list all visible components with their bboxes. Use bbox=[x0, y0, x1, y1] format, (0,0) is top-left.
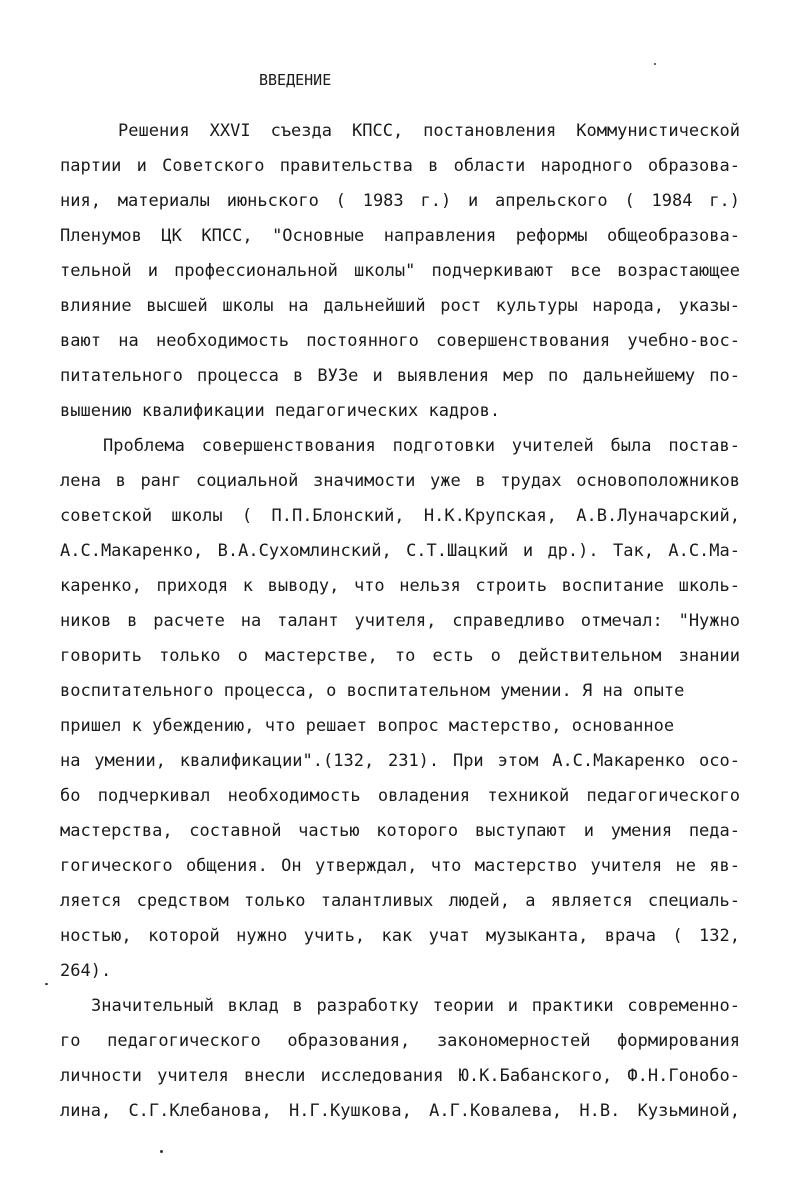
scan-speck bbox=[45, 983, 48, 985]
text-line: лина, С.Г.Клебанова, Н.Г.Кушкова, А.Г.Ковалева, Н.В. Кузьминой, bbox=[60, 1101, 740, 1121]
text-line: ников в расчете на талант учителя, справедливо отмечал: "Нужно bbox=[60, 611, 740, 631]
text-line: Значительный вклад в разработку теории и практики современно- bbox=[91, 996, 740, 1016]
text-line: 264). bbox=[60, 961, 112, 981]
text-line: воспитательного процесса, о воспитательном умении. Я на опыте bbox=[60, 681, 685, 701]
text-line: мастерства, составной частью которого выступают и умения педа- bbox=[60, 821, 740, 841]
text-line: го педагогического образования, закономерностей формирования bbox=[60, 1031, 740, 1051]
text-line: говорить только о мастерстве, то есть о действительном знании bbox=[60, 646, 740, 666]
text-line: гогического общения. Он утверждал, что мастерство учителя не яв- bbox=[60, 856, 740, 876]
text-line: ностью, которой нужно учить, как учат музыканта, врача ( 132, bbox=[60, 926, 740, 946]
text-line: бо подчеркивал необходимость овладения техникой педагогического bbox=[60, 786, 740, 806]
text-line: лена в ранг социальной значимости уже в трудах основоположников bbox=[60, 471, 740, 491]
text-line: Пленумов ЦК КПСС, "Основные направления реформы общеобразова- bbox=[60, 226, 740, 246]
text-line: личности учителя внесли исследования Ю.К.Бабанского, Ф.Н.Гонобо- bbox=[60, 1066, 740, 1086]
text-line: ляется средством только талантливых людей, а является специаль- bbox=[60, 891, 740, 911]
text-line: пришел к убеждению, что решает вопрос мастерство, основанное bbox=[60, 716, 675, 736]
scan-speck bbox=[654, 63, 656, 65]
text-line: ния, материалы июньского ( 1983 г.) и апрельского ( 1984 г.) bbox=[60, 191, 740, 211]
text-line: Проблема совершенствования подготовки учителей была постав- bbox=[103, 436, 740, 456]
text-line: советской школы ( П.П.Блонский, Н.К.Крупская, А.В.Луначарский, bbox=[60, 506, 740, 526]
text-line: тельной и профессиональной школы" подчеркивают все возрастающее bbox=[60, 261, 740, 281]
text-line: А.С.Макаренко, В.А.Сухомлинский, С.Т.Шацкий и др.). Так, А.С.Ма- bbox=[60, 541, 740, 561]
text-line: каренко, приходя к выводу, что нельзя строить воспитание школь- bbox=[60, 576, 740, 596]
text-line: питательного процесса в ВУЗе и выявления мер по дальнейшему по- bbox=[60, 366, 740, 386]
text-line: Решения XXVI съезда КПСС, постановления Коммунистической bbox=[118, 121, 740, 141]
page-heading: ВВЕДЕНИЕ bbox=[259, 71, 332, 89]
text-line: влияние высшей школы на дальнейший рост культуры народа, указы- bbox=[60, 296, 740, 316]
text-line: партии и Советского правительства в области народного образова- bbox=[60, 156, 740, 176]
scan-speck bbox=[160, 1150, 163, 1153]
text-line: на умении, квалификации".(132, 231). При этом А.С.Макаренко осо- bbox=[60, 751, 740, 771]
text-line: вышению квалификации педагогических кадров. bbox=[60, 401, 501, 421]
text-line: вают на необходимость постоянного совершенствования учебно-вос- bbox=[60, 331, 740, 351]
